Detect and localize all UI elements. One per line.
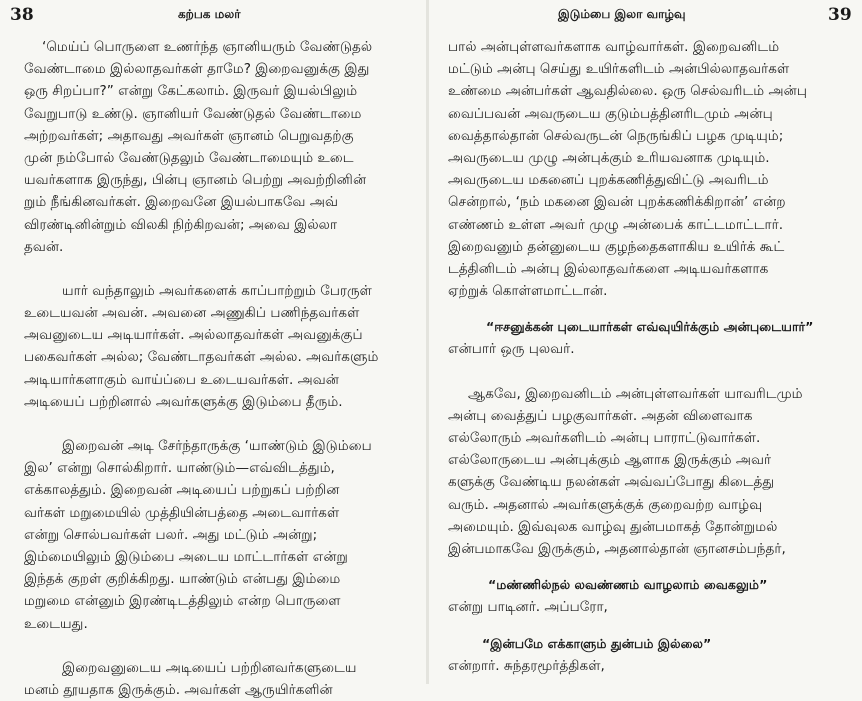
text-line: தவன். [24, 238, 64, 255]
left-page-number: 38 [10, 5, 34, 25]
text-line: உடையவன் அவன். அவனை அணுகிப் பணிந்தவர்கள் [24, 305, 360, 322]
text-line: வைத்தால்தான் செல்வருடன் நெருங்கிப் பழக முடியும்; [448, 127, 784, 144]
text-line: யவர்களாக இருந்து, பின்பு ஞானம் பெற்று அவற்றினின் [24, 172, 367, 189]
text-line: ஒரு சிறப்பா?” என்று கேட்கலாம். இருவர் இயல்பிலும் [24, 83, 358, 100]
text-line: யார் வந்தாலும் அவர்களைக் காப்பாற்றும் பேரருள் [62, 282, 372, 299]
text-line: எக்காலத்தும். இறைவன் அடியைப் பற்றுகப் பற்றின [24, 482, 340, 499]
paragraph [448, 383, 846, 561]
text-line: என்று சொல்பவர்கள் பலர். அது மட்டும் அன்று; [24, 526, 318, 543]
text-line: அவருடைய முழு அன்புக்கும் உரியவனாக முடியும். [448, 149, 770, 166]
text-line: மறுமை என்னும் இரண்டிடத்திலும் என்ற பொருளை [24, 593, 341, 610]
quote-line: “ஈசனுக்கன் புடையார்கள் எவ்வுயிர்க்கும் அன்புடையார்” [486, 319, 814, 335]
right-page [428, 0, 862, 684]
paragraph-gap [448, 619, 846, 633]
text-line: மனம் தூயதாக இருக்கும். அவர்கள் ஆருயிர்களின் [24, 681, 333, 698]
paragraph-gap [24, 635, 418, 657]
text-line: முன் நம்போல் வேண்டுதலும் வேண்டாமையும் உடை [24, 149, 354, 166]
text-line: எல்லோரும் அவர்களிடம் அன்பு பாராட்டுவார்கள். [448, 430, 761, 446]
text-line: பால் அன்புள்ளவர்களாக வாழ்வார்கள். இறைவனிடம் [448, 39, 780, 55]
text-line: சென்றால், ‘நம் மகனை இவன் புறக்கணிக்கிறான்’ என்ற [448, 194, 786, 211]
verse-quote [448, 633, 846, 655]
right-page-number: 39 [828, 5, 852, 25]
text-line: அற்றவர்கள்; அதாவது அவர்கள் ஞானம் பெறுவதற்கு [24, 127, 354, 144]
left-page-body [24, 36, 418, 701]
text-line: வைப்பவன் அவருடைய குடும்பத்தினரிடமும் அன்பு [448, 105, 773, 122]
text-line: இறைவனுடைய அடியைப் பற்றினவர்களுடைய [62, 659, 357, 676]
text-line: அன்பு வைத்துப் பழகுவார்கள். அதன் விளைவாக [448, 407, 753, 424]
paragraph [24, 435, 418, 635]
text-line: இந்தக் குறள் குறிக்கிறது. யாண்டும் என்பது இம்மை [24, 571, 341, 588]
paragraph [24, 657, 418, 701]
paragraph-gap [448, 560, 846, 574]
text-line: இல’ என்று சொல்கிறார். யாண்டும்—எவ்விடத்தும், [24, 460, 335, 477]
text-line: றும் நீங்கினவர்கள். இறைவனே இயல்பாகவே அவ் [24, 194, 338, 211]
text-line: மட்டும் அன்பு செய்து உயிர்களிடம் அன்பில்லாதவர்கள் [448, 61, 790, 78]
text-line: வேண்டாமை இல்லாதவர்கள் தாமே? இறைவனுக்கு இது [24, 61, 370, 78]
text-line: இறைவனும் தன்னுடைய குழந்தைகளாகிய உயிர்க் கூட் [448, 238, 785, 255]
paragraph-gap [448, 302, 846, 316]
left-header [0, 5, 428, 25]
text-line: அவனுடைய அடியார்கள். அல்லாதவர்கள் அவனுக்குப் [24, 327, 363, 344]
text-line: டத்தினிடம் அன்பு இல்லாதவர்களை அடியவர்களாக [448, 260, 769, 277]
text-line: வரும். அதனால் அவர்களுக்குக் குறைவற்ற வாழ்வு [448, 496, 763, 513]
paragraph [24, 36, 418, 258]
left-page [0, 0, 428, 698]
text-line: என்பார் ஒரு புலவர். [448, 341, 575, 358]
text-line: வேறுபாடு உண்டு. ஞானியர் வேண்டுதல் வேண்டாமை [24, 105, 362, 122]
text-line: ஆகவே, இறைவனிடம் அன்புள்ளவர்கள் யாவரிடமும் [468, 385, 803, 402]
text-line: விரண்டினின்றும் விலகி நிற்கிறவன்; அவை இல்லா [24, 216, 338, 233]
left-running-title: கற்பக மலர் [178, 7, 241, 21]
text-line: அடியார்களாகும் வாய்ப்பை உடையவர்கள். அவன் [24, 371, 339, 388]
paragraph-gap [448, 361, 846, 383]
verse-quote [448, 574, 846, 596]
verse-quote [448, 316, 846, 338]
paragraph [24, 280, 418, 413]
text-line: உண்மை அன்பர்கள் ஆவதில்லை. ஒரு செல்வரிடம் அன்பு [448, 83, 807, 100]
paragraph-gap [24, 413, 418, 435]
quote-line: “மண்ணில்நல் லவண்ணம் வாழலாம் வைகலும்” [488, 577, 768, 593]
text-line: இம்மையிலும் இடும்பை அடைய மாட்டார்கள் என்று [24, 548, 348, 565]
text-line: அடியைப் பற்றினால் அவர்களுக்கு இடும்பை தீரும். [24, 393, 343, 410]
text-line: எல்லோருடைய அன்புக்கும் ஆளாக இருக்கும் அவர் [448, 452, 772, 469]
paragraph [448, 36, 846, 302]
text-line: பகைவர்கள் அல்ல; வேண்டாதவர்கள் அல்ல. அவர்களும் [24, 349, 379, 366]
text-line: அவருடைய மகனைப் புறக்கணித்துவிட்டு அவரிடம் [448, 172, 769, 189]
text-line: அமையும். இவ்வுலக வாழ்வு துன்பமாகத் தோன்றுமல் [448, 518, 778, 535]
text-line: ‘மெய்ப் பொருளை உணர்ந்த ஞானியரும் வேண்டுதல் [42, 39, 373, 55]
text-line: வர்கள் மறுமையில் முத்தியின்பத்தை அடைவார்கள் [24, 504, 340, 521]
right-running-title: இடும்பை இலா வாழ்வு [558, 7, 686, 21]
right-header [428, 5, 862, 25]
right-page-body [448, 36, 846, 677]
text-line: களுக்கு வேண்டிய நலன்கள் அவ்வப்போது கிடைத்து [448, 474, 775, 491]
text-line: இன்பமாகவே இருக்கும், அதனால்தான் ஞானசம்பந்தர், [448, 540, 786, 557]
text-line: என்றார். சுந்தரமூர்த்திகள், [448, 657, 605, 674]
text-line: இறைவன் அடி சேர்ந்தாருக்கு ‘யாண்டும் இடும்பை [62, 438, 372, 454]
quote-line: “இன்பமே எக்காளும் துன்பம் இல்லை” [482, 635, 712, 651]
text-line: என்று பாடினர். அப்பரோ, [448, 599, 608, 616]
paragraph-gap [24, 258, 418, 280]
text-line: எண்ணம் உள்ள அவர் முழு அன்பைக் காட்டமாட்டார். [448, 216, 784, 233]
text-line: உடையது. [24, 615, 88, 632]
text-line: ஏற்றுக் கொள்ளமாட்டான். [448, 283, 608, 300]
